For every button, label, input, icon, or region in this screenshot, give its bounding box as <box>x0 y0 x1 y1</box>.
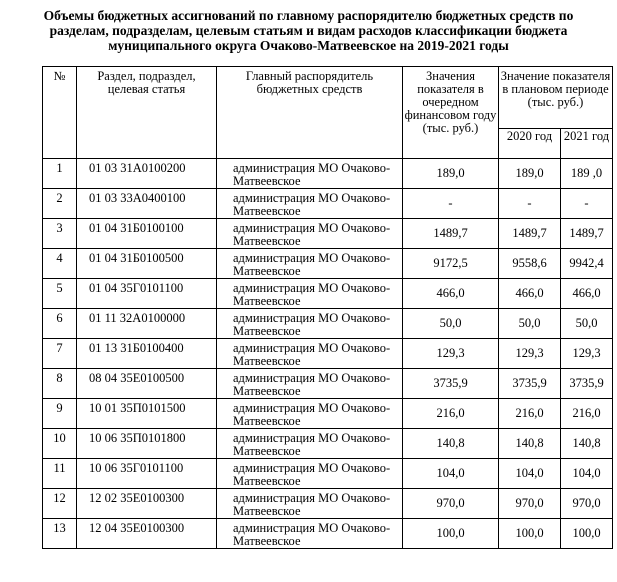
row-number: 10 <box>43 429 77 459</box>
header-num: № <box>43 67 77 159</box>
row-value-2020: 466,0 <box>499 279 561 309</box>
row-number: 3 <box>43 219 77 249</box>
table-row <box>43 309 613 339</box>
row-value-2021: 9942,4 <box>561 249 613 279</box>
row-value-current: 970,0 <box>403 489 499 519</box>
row-value-current: - <box>403 189 499 219</box>
row-value-2020: 140,8 <box>499 429 561 459</box>
row-value-current: 9172,5 <box>403 249 499 279</box>
row-value-2021: 189 ,0 <box>561 159 613 189</box>
row-value-2021: 216,0 <box>561 399 613 429</box>
row-value-2021: 140,8 <box>561 429 613 459</box>
row-admin: администрация МО Очаково-Матвеевское <box>217 189 403 219</box>
row-admin: администрация МО Очаково-Матвеевское <box>217 279 403 309</box>
row-value-2021: 100,0 <box>561 519 613 549</box>
row-value-2020: - <box>499 189 561 219</box>
row-admin: администрация МО Очаково-Матвеевское <box>217 339 403 369</box>
row-value-current: 216,0 <box>403 399 499 429</box>
header-section: Раздел, подраздел, целевая статья <box>77 67 217 159</box>
budget-table <box>42 66 613 549</box>
row-value-2020: 50,0 <box>499 309 561 339</box>
row-code: 01 04 31Б0100500 <box>77 249 217 279</box>
row-value-2021: 129,3 <box>561 339 613 369</box>
row-admin: администрация МО Очаково-Матвеевское <box>217 159 403 189</box>
row-number: 13 <box>43 519 77 549</box>
row-value-2020: 189,0 <box>499 159 561 189</box>
row-value-2020: 129,3 <box>499 339 561 369</box>
header-year-2021: 2021 год <box>561 129 613 159</box>
row-value-current: 3735,9 <box>403 369 499 399</box>
table-row <box>43 219 613 249</box>
row-value-current: 129,3 <box>403 339 499 369</box>
header-current-year: Значения показателя в очередном финансовом году (тыс. руб.) <box>403 67 499 159</box>
table-row <box>43 399 613 429</box>
row-value-2021: 50,0 <box>561 309 613 339</box>
row-value-2020: 104,0 <box>499 459 561 489</box>
row-number: 9 <box>43 399 77 429</box>
table-row <box>43 489 613 519</box>
row-number: 1 <box>43 159 77 189</box>
row-value-current: 1489,7 <box>403 219 499 249</box>
row-admin: администрация МО Очаково-Матвеевское <box>217 519 403 549</box>
row-code: 08 04 35Е0100500 <box>77 369 217 399</box>
row-value-2020: 970,0 <box>499 489 561 519</box>
row-number: 11 <box>43 459 77 489</box>
row-value-2021: 3735,9 <box>561 369 613 399</box>
row-value-2021: 970,0 <box>561 489 613 519</box>
row-value-2020: 1489,7 <box>499 219 561 249</box>
row-code: 01 04 31Б0100100 <box>77 219 217 249</box>
row-value-2020: 9558,6 <box>499 249 561 279</box>
row-code: 01 03 33А0400100 <box>77 189 217 219</box>
row-number: 7 <box>43 339 77 369</box>
row-admin: администрация МО Очаково-Матвеевское <box>217 459 403 489</box>
row-admin: администрация МО Очаково-Матвеевское <box>217 489 403 519</box>
row-code: 10 01 35П0101500 <box>77 399 217 429</box>
row-value-current: 100,0 <box>403 519 499 549</box>
table-row <box>43 369 613 399</box>
row-value-2021: 104,0 <box>561 459 613 489</box>
row-value-2021: 1489,7 <box>561 219 613 249</box>
row-value-2020: 100,0 <box>499 519 561 549</box>
row-admin: администрация МО Очаково-Матвеевское <box>217 429 403 459</box>
row-value-current: 140,8 <box>403 429 499 459</box>
row-number: 8 <box>43 369 77 399</box>
row-value-2021: - <box>561 189 613 219</box>
row-admin: администрация МО Очаково-Матвеевское <box>217 309 403 339</box>
row-code: 01 13 31Б0100400 <box>77 339 217 369</box>
row-number: 6 <box>43 309 77 339</box>
row-admin: администрация МО Очаково-Матвеевское <box>217 369 403 399</box>
document-title: Объемы бюджетных ассигнований по главному распорядителю бюджетных средств по разделам, подразделам, целевым статьям и видам расходов классификации бюджета муниципального округа Очаково-Матвеевское на 2019-2021 годы <box>43 8 574 53</box>
row-value-2020: 3735,9 <box>499 369 561 399</box>
table-row <box>43 459 613 489</box>
row-value-current: 466,0 <box>403 279 499 309</box>
row-code: 01 04 35Г0101100 <box>77 279 217 309</box>
header-manager: Главный распорядитель бюджетных средств <box>217 67 403 159</box>
table-row <box>43 279 613 309</box>
table-row <box>43 519 613 549</box>
table-row <box>43 249 613 279</box>
row-value-current: 189,0 <box>403 159 499 189</box>
table-row <box>43 339 613 369</box>
row-code: 01 03 31А0100200 <box>77 159 217 189</box>
table-row <box>43 429 613 459</box>
header-plan-period: Значение показателя в плановом периоде (тыс. руб.) <box>499 67 613 129</box>
header-year-2020: 2020 год <box>499 129 561 159</box>
row-value-2020: 216,0 <box>499 399 561 429</box>
row-code: 10 06 35Г0101100 <box>77 459 217 489</box>
row-code: 01 11 32А0100000 <box>77 309 217 339</box>
table-row <box>43 159 613 189</box>
row-value-current: 104,0 <box>403 459 499 489</box>
row-value-current: 50,0 <box>403 309 499 339</box>
row-number: 5 <box>43 279 77 309</box>
table-row <box>43 189 613 219</box>
row-number: 12 <box>43 489 77 519</box>
row-admin: администрация МО Очаково-Матвеевское <box>217 219 403 249</box>
row-admin: администрация МО Очаково-Матвеевское <box>217 399 403 429</box>
row-code: 10 06 35П0101800 <box>77 429 217 459</box>
row-code: 12 02 35Е0100300 <box>77 489 217 519</box>
row-admin: администрация МО Очаково-Матвеевское <box>217 249 403 279</box>
row-code: 12 04 35Е0100300 <box>77 519 217 549</box>
row-number: 2 <box>43 189 77 219</box>
row-value-2021: 466,0 <box>561 279 613 309</box>
row-number: 4 <box>43 249 77 279</box>
